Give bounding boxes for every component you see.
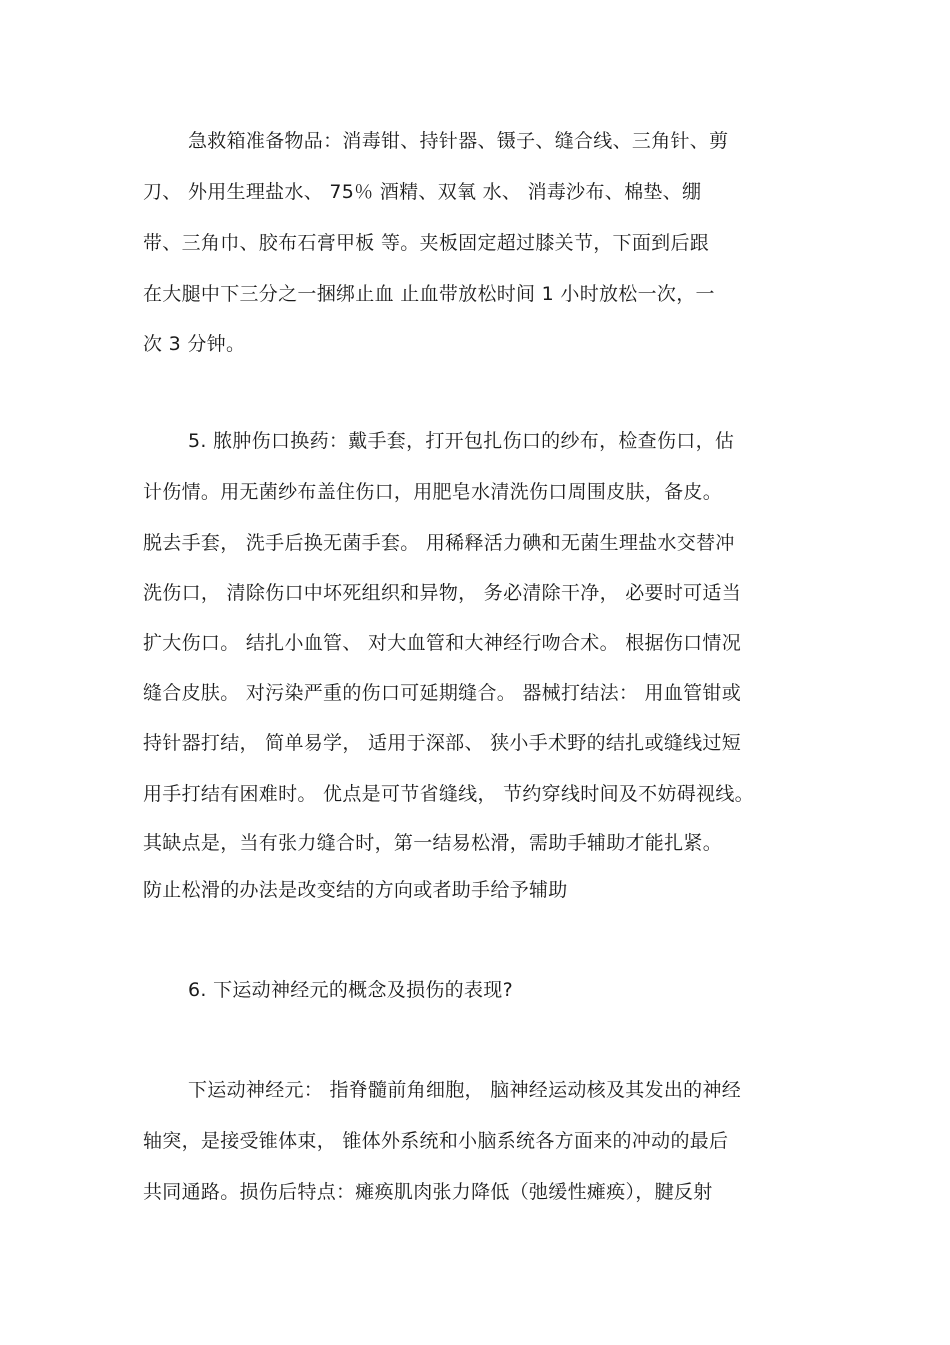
text-line: 次 3 分钟。 (143, 333, 246, 355)
text-line: 6. 下运动神经元的概念及损伤的表现? (188, 979, 513, 1001)
text-line: 其缺点是，当有张力缝合时，第一结易松滑，需助手辅助才能扎紧。 (143, 832, 723, 854)
text-line: 轴突，是接受锥体束， 锥体外系统和小脑系统各方面来的冲动的最后 (143, 1130, 729, 1152)
text-line: 带、三角巾、胶布石膏甲板 等。夹板固定超过膝关节，下面到后跟 (143, 232, 710, 254)
text-line: 共同通路。损伤后特点：瘫痪肌肉张力降低（弛缓性瘫痪），腱反射 (143, 1181, 713, 1203)
text-line: 用手打结有困难时。 优点是可节省缝线， 节约穿线时间及不妨碍视线。 (143, 783, 754, 805)
text-line: 脱去手套， 洗手后换无菌手套。 用稀释活力碘和无菌生理盐水交替冲 (143, 532, 735, 554)
text-line: 急救箱准备物品：消毒钳、持针器、镊子、缝合线、三角针、剪 (188, 130, 729, 152)
text-line: 在大腿中下三分之一捆绑止血 止血带放松时间 1 小时放松一次，一 (143, 283, 715, 305)
text-line: 扩大伤口。 结扎小血管、 对大血管和大神经行吻合术。 根据伤口情况 (143, 632, 742, 654)
text-line: 计伤情。用无菌纱布盖住伤口，用肥皂水清洗伤口周围皮肤，备皮。 (143, 481, 723, 503)
text-line: 下运动神经元： 指脊髓前角细胞， 脑神经运动核及其发出的神经 (188, 1079, 742, 1101)
text-line: 缝合皮肤。 对污染严重的伤口可延期缝合。 器械打结法： 用血管钳或 (143, 682, 742, 704)
text-line: 持针器打结， 简单易学， 适用于深部、 狭小手术野的结扎或缝线过短 (143, 732, 742, 754)
text-line: 洗伤口， 清除伤口中坏死组织和异物， 务必清除干净， 必要时可适当 (143, 582, 742, 604)
text-line: 刀、 外用生理盐水、 75％ 酒精、双氧 水、 消毒沙布、棉垫、绷 (143, 181, 702, 203)
text-line: 5. 脓肿伤口换药：戴手套，打开包扎伤口的纱布，检查伤口，估 (188, 430, 735, 452)
text-line: 防止松滑的办法是改变结的方向或者助手给予辅助 (143, 879, 568, 901)
